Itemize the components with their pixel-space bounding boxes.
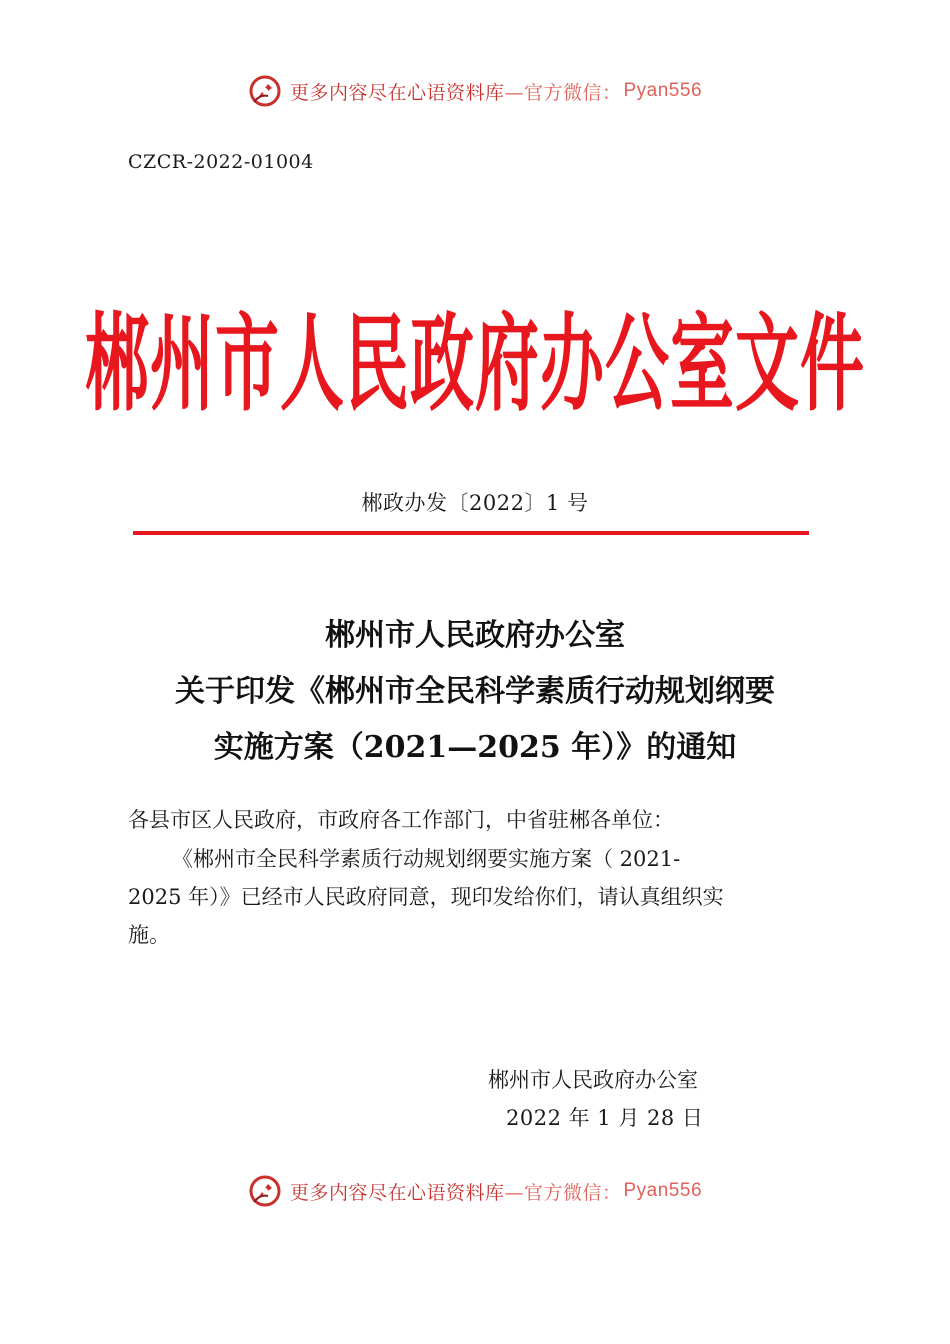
body-line-3: 施。 xyxy=(128,923,170,947)
signer-name: 郴州市人民政府办公室 xyxy=(488,1068,698,1092)
sign-date: 2022 年 1 月 28 日 xyxy=(506,1106,704,1130)
body-line-2: 2025 年）》已经市人民政府同意，现印发给你们，请认真组织实 xyxy=(128,885,724,909)
watermark-separator-text: —官方微信： xyxy=(504,1181,622,1204)
pen-nib-logo-icon xyxy=(248,74,282,108)
body-paragraph xyxy=(128,840,814,954)
watermark-top xyxy=(0,74,950,108)
watermark-bottom xyxy=(0,1174,950,1208)
watermark-main-text: 更多内容尽在心语资料库 xyxy=(289,1181,505,1204)
title-line-2: 关于印发《郴州市全民科学素质行动规划纲要 xyxy=(175,674,775,709)
title-line-1: 郴州市人民政府办公室 xyxy=(325,618,625,653)
body-line-1: 《郴州市全民科学素质行动规划纲要实施方案（ 2021- xyxy=(172,847,681,871)
document-code: CZCR-2022-01004 xyxy=(128,151,314,173)
watermark-wechat-id: Pyan556 xyxy=(623,80,703,101)
watermark-separator-text: —官方微信： xyxy=(504,81,622,104)
watermark-text xyxy=(290,1178,702,1205)
pen-nib-logo-icon xyxy=(248,1174,282,1208)
red-divider-line xyxy=(133,531,809,535)
masthead-title: 郴州市人民政府办公室文件 xyxy=(85,303,865,427)
watermark-main-text: 更多内容尽在心语资料库 xyxy=(289,81,505,104)
salutation: 各县市区人民政府，市政府各工作部门，中省驻郴各单位： xyxy=(128,808,674,832)
document-number: 郴政办发〔2022〕1 号 xyxy=(361,491,589,515)
watermark-text xyxy=(290,78,702,105)
notice-title xyxy=(0,608,950,776)
watermark-wechat-id: Pyan556 xyxy=(623,1180,703,1201)
title-line-3: 实施方案（2021—2025 年）》的通知 xyxy=(213,730,737,765)
